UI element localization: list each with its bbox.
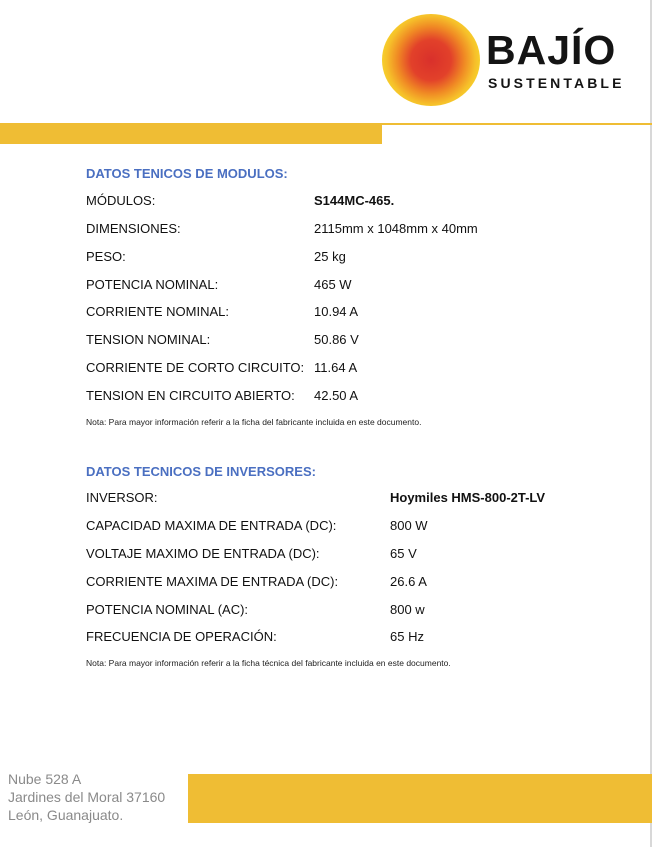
- row-value: Hoymiles HMS-800-2T-LV: [390, 490, 546, 505]
- row-value: 50.86 V: [314, 332, 359, 347]
- row-value: 42.50 A: [314, 388, 359, 403]
- row-label: CORRIENTE MAXIMA DE ENTRADA (DC):: [86, 574, 339, 589]
- row-label: FRECUENCIA DE OPERACIÓN:: [86, 629, 277, 644]
- address-line: Nube 528 A: [8, 771, 82, 787]
- row-value: 800 w: [390, 602, 425, 617]
- row-value: 11.64 A: [314, 360, 358, 375]
- row-label: VOLTAJE MAXIMO DE ENTRADA (DC):: [86, 546, 320, 561]
- row-label: INVERSOR:: [86, 490, 158, 505]
- row-value: 2115mm x 1048mm x 40mm: [314, 221, 478, 236]
- row-value: 25 kg: [314, 249, 346, 264]
- row-label: PESO:: [86, 249, 126, 264]
- footer-accent-bar: [188, 774, 652, 823]
- row-value: 800 W: [390, 518, 428, 533]
- modules-heading: DATOS TENICOS DE MODULOS:: [86, 166, 288, 181]
- row-value: 26.6 A: [390, 574, 427, 589]
- row-label: TENSION EN CIRCUITO ABIERTO:: [86, 388, 295, 403]
- address-line: León, Guanajuato.: [8, 807, 124, 823]
- row-label: POTENCIA NOMINAL:: [86, 277, 219, 292]
- modules-note: Nota: Para mayor información referir a la ficha del fabricante incluida en este documento.: [86, 417, 422, 427]
- header-accent-line: [382, 123, 652, 125]
- sun-logo-icon: [382, 14, 480, 106]
- row-value: 65 Hz: [390, 629, 424, 644]
- row-label: MÓDULOS:: [86, 193, 156, 208]
- logo-subtitle: SUSTENTABLE: [488, 75, 625, 91]
- logo-title: BAJÍO: [486, 27, 617, 73]
- row-label: CORRIENTE NOMINAL:: [86, 304, 230, 319]
- footer-address: [8, 770, 165, 824]
- address-line: Jardines del Moral 37160: [8, 789, 166, 805]
- row-value: 465 W: [314, 277, 352, 292]
- header-accent-bar: [0, 123, 382, 144]
- company-logo: [382, 14, 642, 110]
- row-label: TENSION NOMINAL:: [86, 332, 211, 347]
- row-value: 65 V: [390, 546, 417, 561]
- inverters-note: Nota: Para mayor información referir a la ficha técnica del fabricante incluida en este documento.: [86, 658, 451, 668]
- row-label: CORRIENTE DE CORTO CIRCUITO:: [86, 360, 305, 375]
- row-label: POTENCIA NOMINAL (AC):: [86, 602, 249, 617]
- row-label: CAPACIDAD MAXIMA DE ENTRADA (DC):: [86, 518, 337, 533]
- row-value: S144MC-465.: [314, 193, 395, 208]
- row-value: 10.94 A: [314, 304, 359, 319]
- inverters-heading: DATOS TECNICOS DE INVERSORES:: [86, 464, 316, 479]
- row-label: DIMENSIONES:: [86, 221, 181, 236]
